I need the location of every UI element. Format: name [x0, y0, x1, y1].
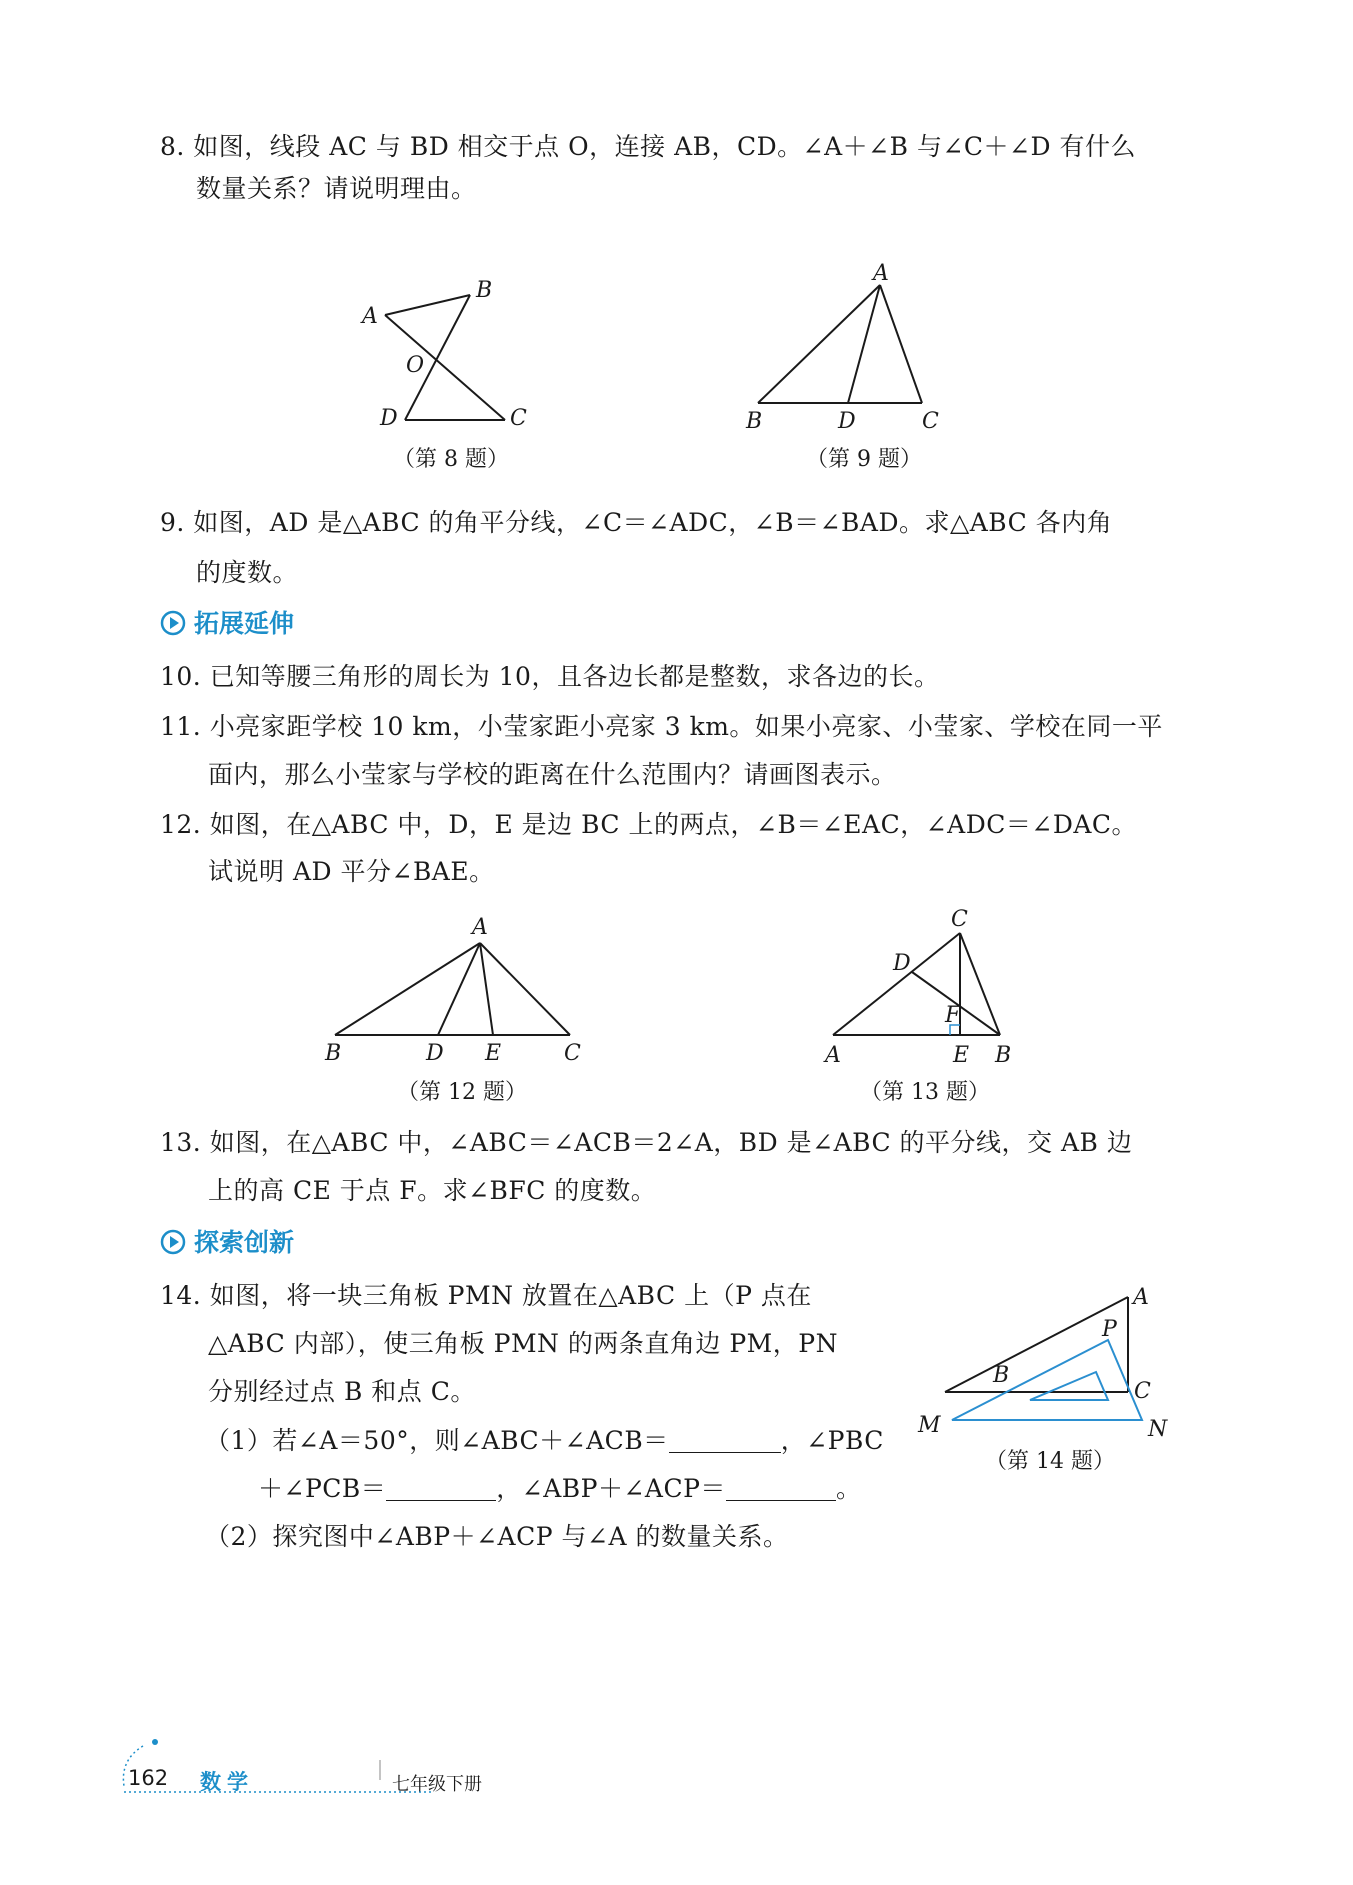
- fig12-label-b: B: [325, 1041, 342, 1066]
- book-volume: 七年级下册: [392, 1774, 482, 1795]
- play-circle-icon: [160, 610, 186, 636]
- fig8-caption: （第 8 题）: [393, 447, 509, 472]
- q9-line-2: 的度数。: [196, 558, 299, 587]
- answer-blank-2[interactable]: [386, 1474, 496, 1501]
- fig14-set-square-outer: [952, 1340, 1142, 1420]
- figure-9: [740, 258, 990, 438]
- fig8-seg-ab: [385, 295, 470, 315]
- fig13-label-c: C: [951, 907, 968, 932]
- fig9-caption: （第 9 题）: [806, 447, 922, 472]
- fig8-label-a: A: [362, 304, 378, 329]
- fig13-caption: （第 13 题）: [860, 1080, 990, 1105]
- fig9-label-c: C: [922, 409, 939, 434]
- section-innovation-title: 探索创新: [194, 1228, 295, 1257]
- fig14-label-c: C: [1134, 1379, 1151, 1404]
- fig9-label-a: A: [873, 261, 889, 286]
- fig13-label-a: A: [825, 1043, 841, 1068]
- q8-line-1: 8. 如图，线段 AC 与 BD 相交于点 O，连接 AB，CD。∠A＋∠B 与∠C＋∠D 有什么: [160, 132, 1136, 161]
- answer-blank-3[interactable]: [726, 1474, 836, 1501]
- subject-title: 数学: [200, 1770, 254, 1794]
- fig12-label-e: E: [485, 1041, 502, 1066]
- section-extension: [160, 607, 294, 641]
- q14-part-2: （2）探究图中∠ABP＋∠ACP 与∠A 的数量关系。: [205, 1522, 789, 1551]
- answer-blank-1[interactable]: [669, 1426, 781, 1453]
- fig14-label-b: B: [993, 1363, 1010, 1388]
- fig14-set-square-inner: [1030, 1372, 1108, 1400]
- q12-line-1: 12. 如图，在△ABC 中，D，E 是边 BC 上的两点，∠B＝∠EAC，∠ADC＝∠DAC。: [160, 810, 1138, 839]
- fig9-seg-ac: [880, 285, 922, 403]
- figure-13: [815, 900, 1035, 1070]
- fig8-label-o: O: [406, 353, 425, 378]
- q13-line-2: 上的高 CE 于点 F。求∠BFC 的度数。: [208, 1176, 657, 1205]
- fig13-label-e: E: [953, 1043, 970, 1068]
- fig9-label-b: B: [746, 409, 763, 434]
- fig8-label-d: D: [380, 406, 398, 431]
- q14-part-1-text-e: 。: [835, 1474, 862, 1503]
- q14-part-1-text-a: （1）若∠A＝50°，则∠ABC＋∠ACB＝: [205, 1426, 669, 1455]
- fig8-label-b: B: [476, 278, 493, 303]
- q14-line-2: △ABC 内部），使三角板 PMN 的两条直角边 PM，PN: [208, 1329, 838, 1358]
- fig12-caption: （第 12 题）: [397, 1080, 527, 1105]
- q8-line-2: 数量关系？请说明理由。: [196, 174, 477, 203]
- play-circle-icon: [160, 1229, 186, 1255]
- section-innovation: [160, 1226, 294, 1260]
- q14-part-1-line-2: [258, 1472, 861, 1506]
- fig14-label-p: P: [1102, 1317, 1117, 1342]
- q12-line-2: 试说明 AD 平分∠BAE。: [208, 857, 495, 886]
- q14-part-1-text-b: ，∠PBC: [780, 1426, 884, 1455]
- fig14-label-n: N: [1148, 1417, 1168, 1442]
- fig8-label-c: C: [510, 406, 527, 431]
- fig14-label-a: A: [1133, 1285, 1149, 1310]
- fig13-label-f: F: [945, 1003, 961, 1028]
- fig12-label-a: A: [472, 915, 488, 940]
- q9-line-1: 9. 如图，AD 是△ABC 的角平分线，∠C＝∠ADC，∠B＝∠BAD。求△ABC 各内角: [160, 508, 1113, 537]
- fig12-label-c: C: [564, 1041, 581, 1066]
- q14-line-3: 分别经过点 B 和点 C。: [208, 1377, 476, 1406]
- q10-line-1: 10. 已知等腰三角形的周长为 10，且各边长都是整数，求各边的长。: [160, 662, 940, 691]
- fig14-caption: （第 14 题）: [985, 1449, 1115, 1474]
- q11-line-2: 面内，那么小莹家与学校的距离在什么范围内？请画图表示。: [208, 760, 897, 789]
- page-number: 162: [128, 1766, 169, 1790]
- fig9-seg-ad: [848, 285, 880, 403]
- q13-line-1: 13. 如图，在△ABC 中，∠ABC＝∠ACB＝2∠A，BD 是∠ABC 的平分线，交 AB 边: [160, 1128, 1133, 1157]
- q14-part-1-text-d: ，∠ABP＋∠ACP＝: [496, 1474, 726, 1503]
- q14-part-1-text-c: ＋∠PCB＝: [258, 1474, 387, 1503]
- fig12-label-d: D: [426, 1041, 444, 1066]
- figure-8: [350, 275, 570, 445]
- fig9-label-d: D: [838, 409, 856, 434]
- fig8-seg-ac: [385, 315, 505, 420]
- fig14-label-m: M: [918, 1413, 941, 1438]
- q11-line-1: 11. 小亮家距学校 10 km，小莹家距小亮家 3 km。如果小亮家、小莹家、学校在同一平: [160, 712, 1163, 741]
- figure-14: [910, 1280, 1180, 1455]
- figure-12: [310, 910, 600, 1070]
- q14-line-1: 14. 如图，将一块三角板 PMN 放置在△ABC 上（P 点在: [160, 1281, 812, 1310]
- fig12-seg-ae: [480, 943, 493, 1035]
- fig13-label-d: D: [893, 951, 911, 976]
- fig12-seg-ac: [480, 943, 570, 1035]
- fig9-seg-ab: [758, 285, 880, 403]
- q14-part-1-line-1: [205, 1424, 884, 1458]
- fig13-label-b: B: [995, 1043, 1012, 1068]
- section-extension-title: 拓展延伸: [194, 609, 295, 638]
- fig13-seg-ac: [833, 933, 960, 1035]
